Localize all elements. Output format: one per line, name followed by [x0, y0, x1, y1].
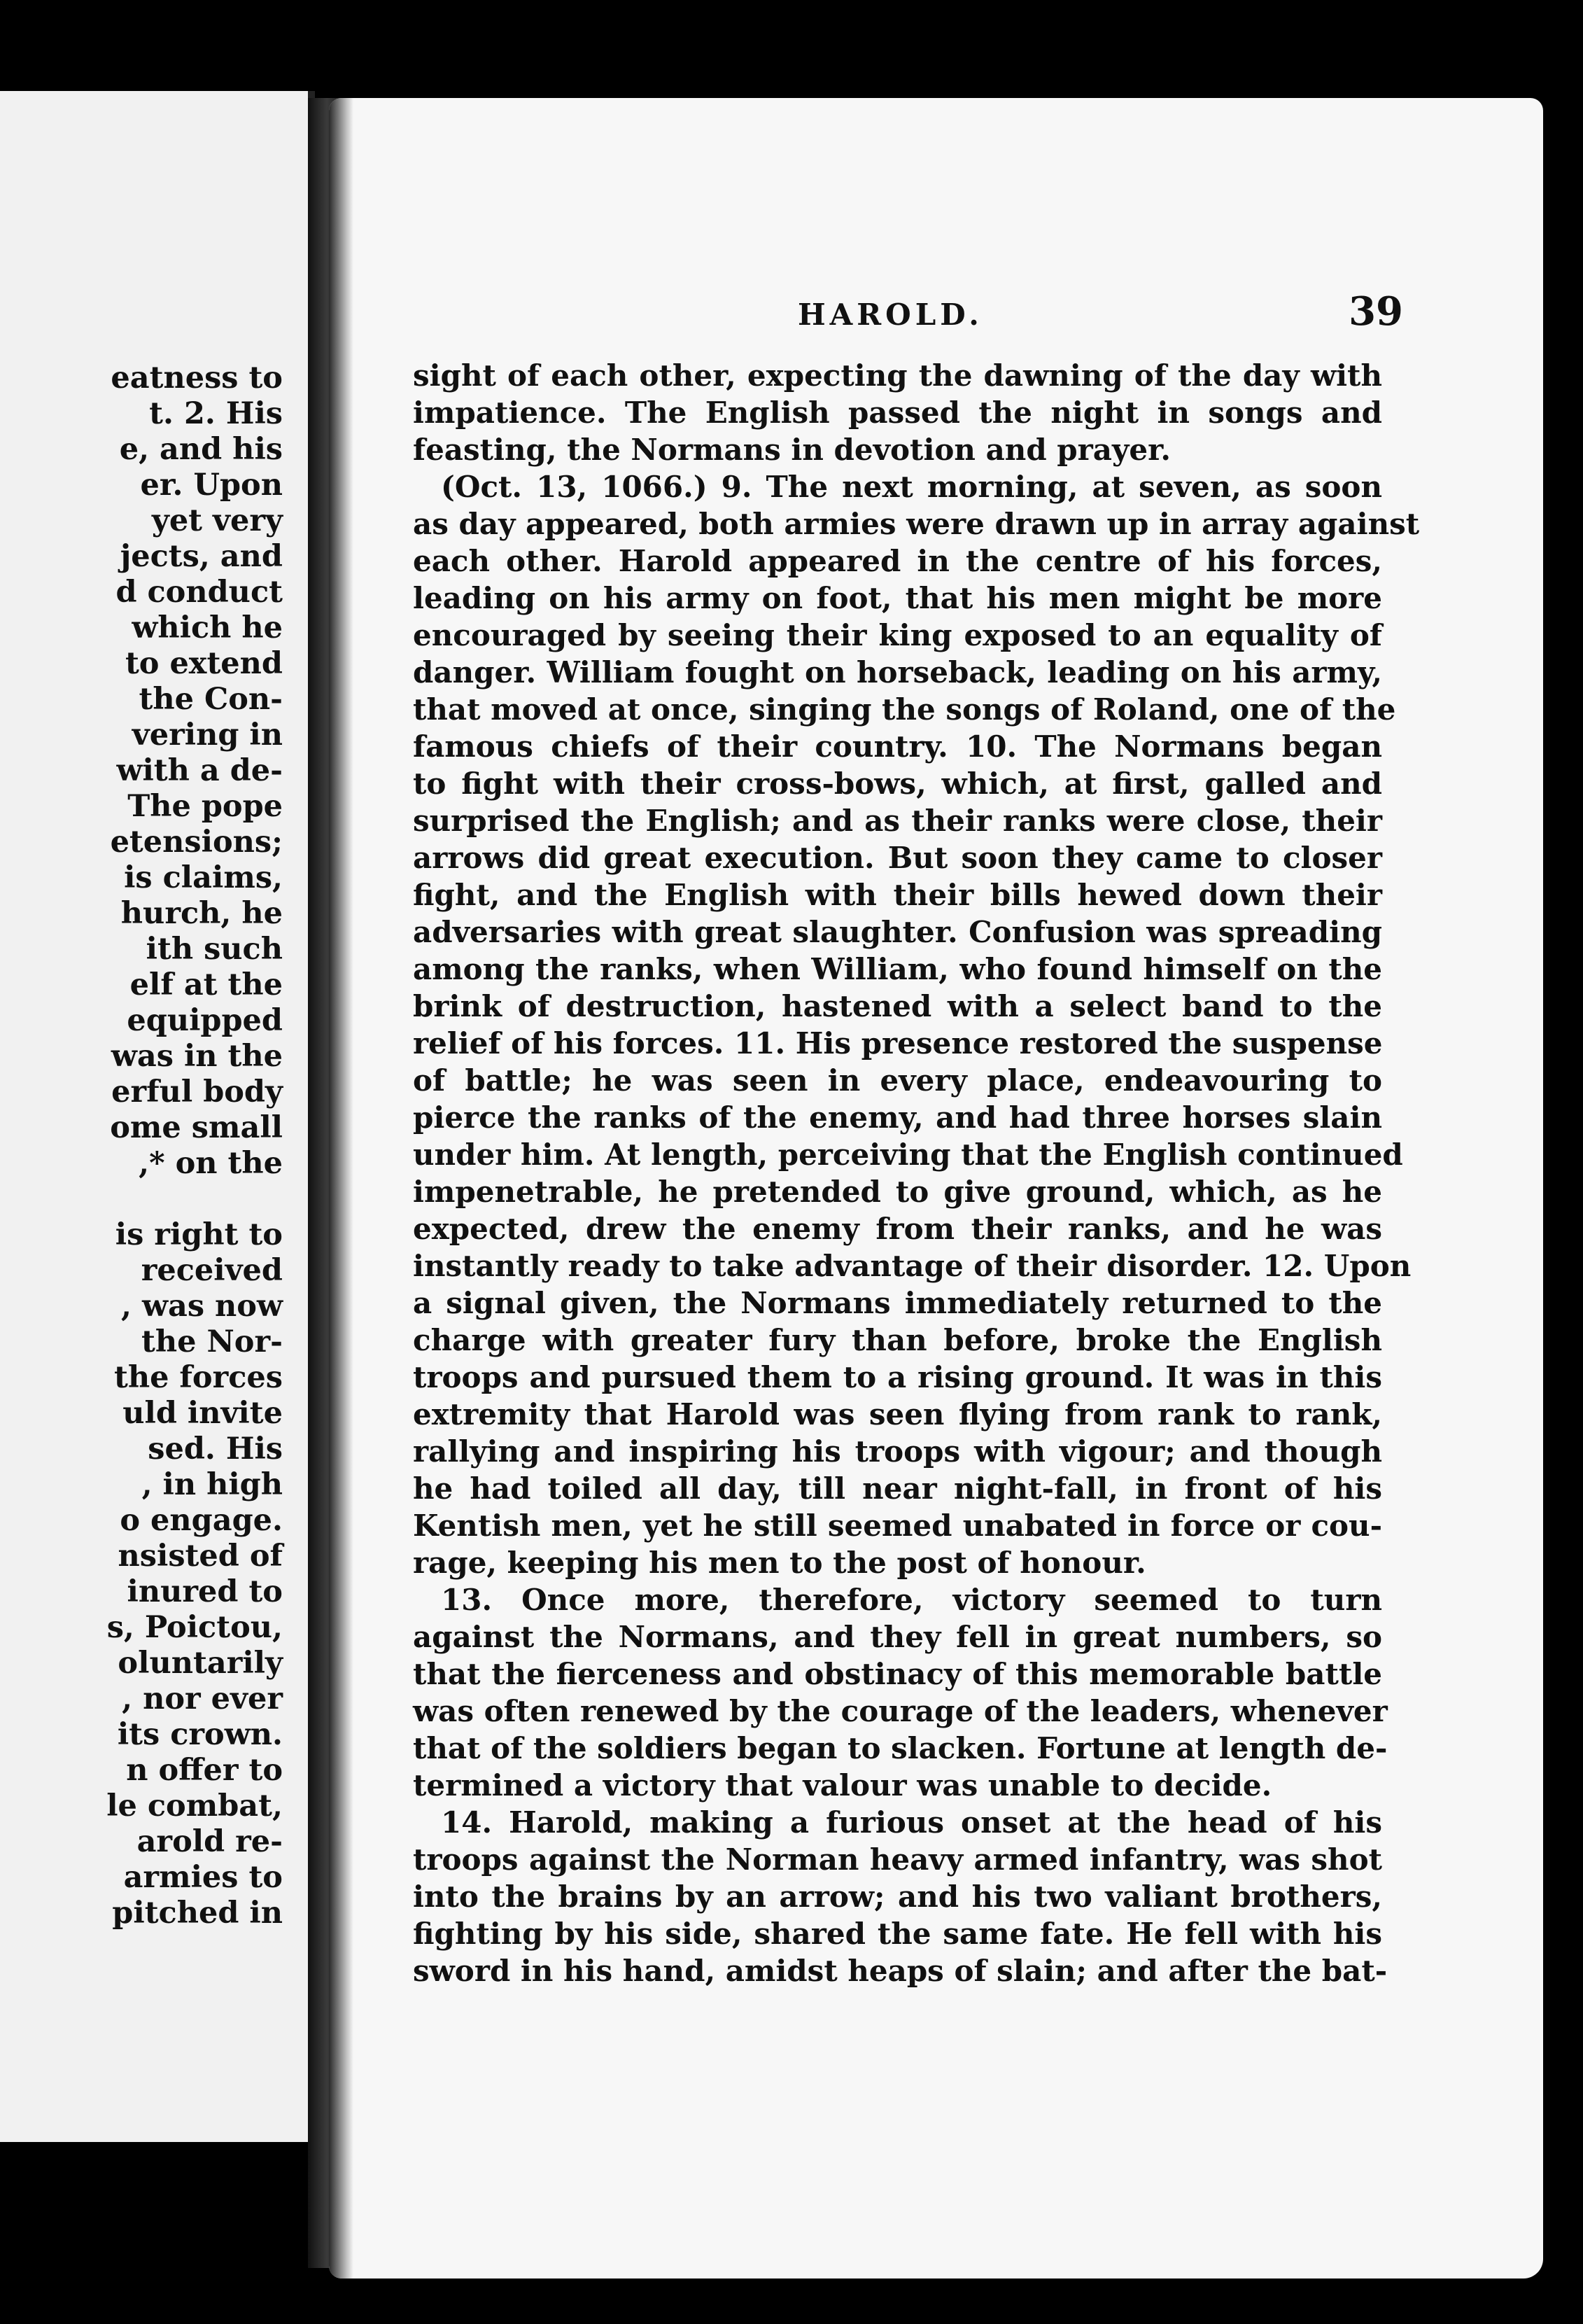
body-line: extremity that Harold was seen flying from rank to rank, — [413, 1397, 1382, 1432]
left-page-line: eatness to — [111, 360, 283, 396]
body-line: arrows did great execution. But soon they came to closer — [413, 841, 1382, 875]
left-page-line: nsisted of — [118, 1539, 283, 1574]
spine-shadow — [329, 98, 353, 2278]
left-page-line: the Nor- — [141, 1324, 283, 1359]
left-page-line: ith such — [146, 932, 283, 967]
left-page-line: inured to — [127, 1574, 283, 1609]
left-page-line: was in the — [111, 1039, 283, 1074]
page-number: 39 — [1349, 288, 1403, 335]
body-line: fighting by his side, shared the same fate. He fell with his — [413, 1917, 1382, 1951]
left-page-line: is right to — [115, 1217, 283, 1252]
left-page-line: hurch, he — [120, 896, 283, 931]
body-line: 13. Once more, therefore, victory seemed to turn — [441, 1583, 1382, 1617]
body-line: encouraged by seeing their king exposed to an equality of — [413, 618, 1382, 652]
body-line: charge with greater fury than before, broke the English — [413, 1323, 1382, 1357]
body-line: troops and pursued them to a rising ground. It was in this — [413, 1360, 1382, 1394]
body-line: among the ranks, when William, who found himself on the — [413, 952, 1382, 986]
left-page-line: oluntarily — [118, 1646, 283, 1681]
left-page-line: The pope — [127, 789, 283, 824]
left-page-line: the forces — [113, 1360, 283, 1395]
left-page-line: equipped — [127, 1003, 283, 1038]
left-page-line: ,* on the — [139, 1146, 283, 1181]
left-page-fragment — [0, 91, 315, 2142]
left-page-line: elf at the — [129, 967, 283, 1002]
body-line: was often renewed by the courage of the leaders, whenever — [413, 1694, 1388, 1728]
left-page-line: arold re- — [136, 1824, 283, 1859]
left-page-line: er. Upon — [140, 468, 283, 503]
left-page-line: the Con- — [139, 682, 283, 717]
left-page-line: ome small — [110, 1110, 283, 1145]
body-line: pierce the ranks of the enemy, and had three horses slain — [413, 1100, 1382, 1135]
body-line: impenetrable, he pretended to give ground, which, as he — [413, 1175, 1382, 1209]
left-page-line: which he — [132, 610, 283, 645]
body-line: termined a victory that valour was unable to decide. — [413, 1768, 1272, 1802]
left-page-line: s, Poictou, — [106, 1610, 283, 1645]
left-page-line: armies to — [123, 1860, 283, 1895]
body-line: to fight with their cross-bows, which, at first, galled and — [413, 766, 1382, 801]
body-line: feasting, the Normans in devotion and prayer. — [413, 433, 1172, 467]
left-page-line: yet very — [151, 503, 283, 538]
left-page-line: t. 2. His — [149, 396, 283, 431]
body-line: fight, and the English with their bills hewed down their — [413, 878, 1382, 912]
body-line: under him. At length, perceiving that the English continued — [413, 1138, 1403, 1172]
running-head: HAROLD. — [798, 298, 983, 332]
body-line: rallying and inspiring his troops with vigour; and though — [413, 1434, 1382, 1469]
left-page-line: d conduct — [115, 575, 283, 610]
body-line: danger. William fought on horseback, leading on his army, — [413, 655, 1382, 690]
left-page-line: etensions; — [110, 825, 283, 860]
body-line: against the Normans, and they fell in great numbers, so — [413, 1620, 1382, 1654]
body-line: a signal given, the Normans immediately returned to the — [413, 1286, 1382, 1320]
body-line: instantly ready to take advantage of their disorder. 12. Upon — [413, 1249, 1412, 1283]
body-line: sword in his hand, amidst heaps of slain; and after the bat- — [413, 1954, 1388, 1988]
left-page-line: is claims, — [124, 860, 283, 895]
left-page-line: uld invite — [122, 1396, 283, 1431]
left-page-line: vering in — [132, 718, 283, 752]
left-page-line: le combat, — [106, 1788, 283, 1823]
body-line: of battle; he was seen in every place, endeavouring to — [413, 1063, 1382, 1098]
body-line: leading on his army on foot, that his men might be more — [413, 581, 1382, 615]
left-page-line: e, and his — [119, 432, 283, 467]
body-text — [413, 357, 1420, 1989]
left-page-line: , in high — [141, 1467, 283, 1502]
body-line: as day appeared, both armies were drawn up in array against — [413, 507, 1420, 541]
body-line: expected, drew the enemy from their ranks, and he was — [413, 1212, 1382, 1246]
body-line: impatience. The English passed the night in songs and — [413, 396, 1382, 430]
left-page-line: pitched in — [112, 1896, 283, 1931]
body-line: 14. Harold, making a furious onset at the head of his — [441, 1805, 1382, 1840]
body-line: sight of each other, expecting the dawning of the day with — [413, 358, 1382, 393]
body-line: Kentish men, yet he still seemed unabated in force or cou- — [413, 1508, 1382, 1543]
left-page-line: to extend — [125, 646, 283, 681]
body-line: that of the soldiers began to slacken. Fortune at length de- — [413, 1731, 1388, 1765]
body-line: brink of destruction, hastened with a select band to the — [413, 989, 1382, 1023]
body-line: each other. Harold appeared in the centre of his forces, — [413, 544, 1382, 578]
body-line: into the brains by an arrow; and his two valiant brothers, — [413, 1879, 1382, 1914]
body-line: rage, keeping his men to the post of honour. — [413, 1546, 1146, 1580]
body-line: troops against the Norman heavy armed infantry, was shot — [413, 1842, 1382, 1877]
left-page-line: n offer to — [126, 1753, 283, 1788]
body-line: that the fierceness and obstinacy of this memorable battle — [413, 1657, 1382, 1691]
left-page-line: jects, and — [120, 539, 283, 574]
body-line: famous chiefs of their country. 10. The Normans began — [413, 729, 1382, 764]
right-page — [329, 98, 1543, 2278]
left-page-line: , nor ever — [122, 1681, 283, 1716]
body-line: relief of his forces. 11. His presence restored the suspense — [413, 1026, 1383, 1060]
left-page-line: o engage. — [120, 1503, 283, 1538]
body-line: (Oct. 13, 1066.) 9. The next morning, at seven, as soon — [441, 470, 1382, 504]
body-line: adversaries with great slaughter. Confusion was spreading — [413, 915, 1382, 949]
left-page-line: received — [141, 1253, 283, 1288]
left-page-line: , was now — [121, 1289, 283, 1324]
body-line: he had toiled all day, till near night-fall, in front of his — [413, 1471, 1382, 1506]
left-page-line: erful body — [111, 1074, 283, 1110]
body-line: that moved at once, singing the songs of Roland, one of the — [413, 692, 1396, 727]
left-page-line: sed. His — [148, 1432, 283, 1466]
left-page-line: its crown. — [117, 1717, 283, 1752]
left-page-line: with a de- — [116, 753, 283, 788]
body-line: surprised the English; and as their ranks were close, their — [413, 804, 1382, 838]
